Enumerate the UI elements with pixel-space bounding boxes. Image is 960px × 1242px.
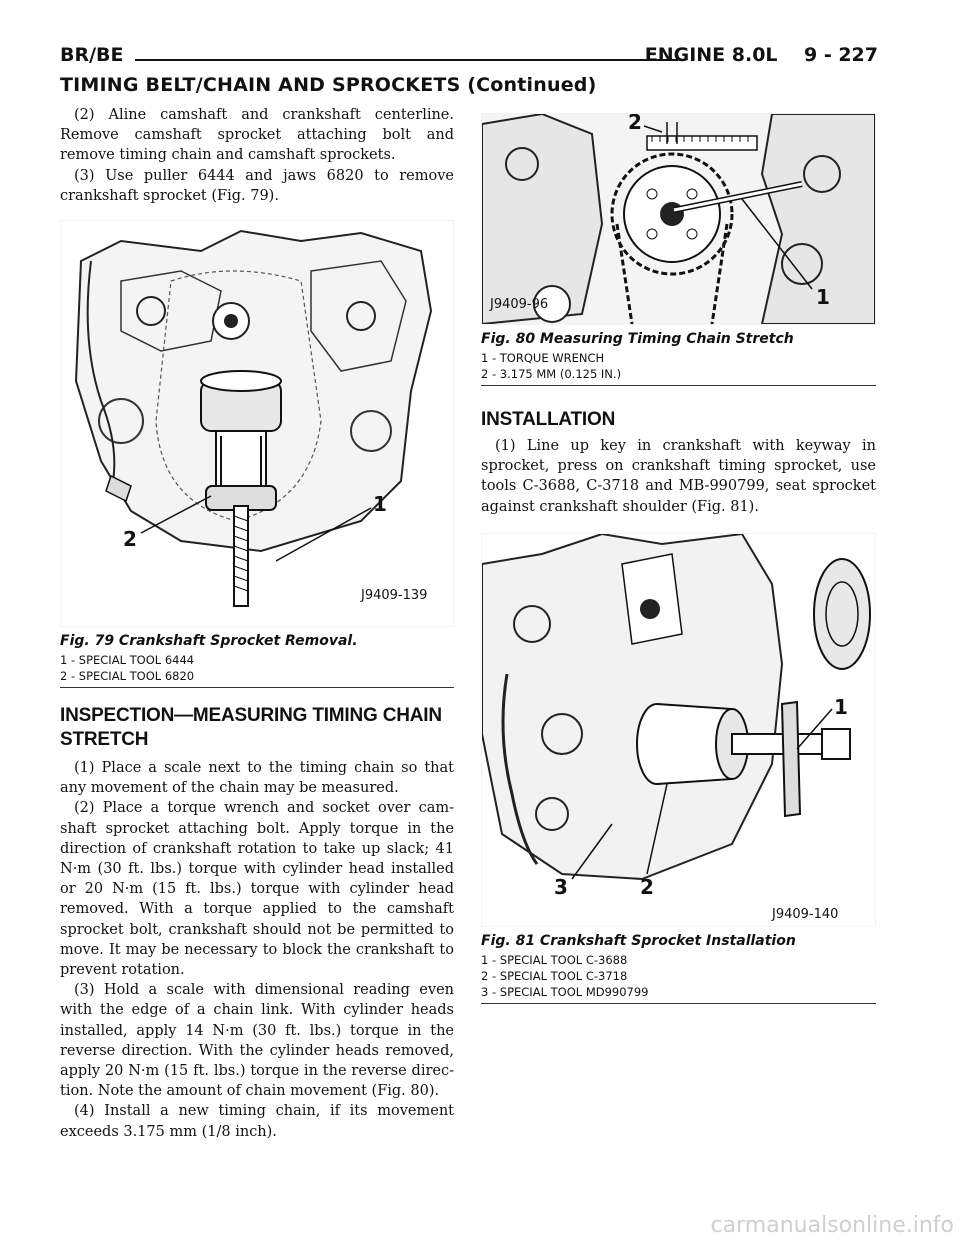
legend-item: 3 - SPECIAL TOOL MD990799: [481, 984, 649, 999]
left-column: [60, 105, 454, 1142]
paragraph: (1) Line up key in crankshaft with keyway in sprocket, press on crankshaft timing sprocket, use tools C-3688, C-3718 and MB-990799, seat sprocket against crankshaft shoulder (Fig. 81).: [481, 438, 876, 515]
figure-81-illustration: [481, 533, 876, 927]
legend-item: 1 - TORQUE WRENCH: [481, 351, 605, 365]
installation-heading: INSTALLATION: [481, 409, 616, 430]
paragraph: (1) Place a scale next to the timing chain so that any movement of the chain may be measured.: [60, 760, 454, 797]
figure-id: J9409-140: [772, 906, 839, 922]
paragraph: (3) Hold a scale with dimensional reading even with the edge of a chain link. With cylinder heads installed, apply 14 N·m (30 ft. lbs.) torque in the reverse direction. With the cylinder heads removed, apply 20 N·m (15 ft. lbs.) torque in the reverse direc- tion. Note the amount of chain movement (Fig. 80).: [60, 982, 454, 1100]
timing-chain-stretch-drawing: [482, 114, 875, 324]
figure-id: J9409-139: [361, 588, 428, 604]
figure-id: J9409-96: [490, 297, 549, 312]
callout-2: 2: [123, 527, 137, 552]
figure-80-legend: [481, 350, 876, 382]
page-header: [60, 44, 878, 72]
figure-80-caption: Fig. 80 Measuring Timing Chain Stretch: [481, 331, 794, 347]
legend-item: 2 - SPECIAL TOOL C-3718: [481, 968, 628, 983]
callout-2: 2: [640, 874, 654, 899]
legend-item: 1 - SPECIAL TOOL 6444: [60, 653, 195, 668]
continued-title: TIMING BELT/CHAIN AND SPROCKETS (Continued): [60, 74, 597, 96]
crankshaft-sprocket-installation-drawing: [482, 534, 875, 926]
figure-81-caption: Fig. 81 Crankshaft Sprocket Installation: [481, 932, 796, 949]
figure-80-illustration: [481, 113, 876, 325]
figure-79-legend: [60, 652, 454, 684]
figure-80-rule: [481, 385, 876, 386]
watermark: carmanualsonline.info: [710, 1213, 954, 1238]
crankshaft-sprocket-removal-drawing: [61, 221, 453, 626]
figure-81-legend: [481, 952, 876, 1000]
paragraph: (2) Place a torque wrench and socket over cam- shaft sprocket attaching bolt. Apply torque in the direction of crankshaft rotation to take up slack; 41 N·m (30 ft. lbs.) torque with cylinder head installed or 20 N·m (15 ft. lbs.) torque with cylinder head removed. With a torque applied to the camshaft sprocket bolt, crankshaft should not be permitted to move. It may be necessary to block the crankshaft to prevent rotation.: [60, 800, 454, 979]
legend-item: 1 - SPECIAL TOOL C-3688: [481, 952, 628, 967]
paragraph: (3) Use puller 6444 and jaws 6820 to remove crankshaft sprocket (Fig. 79).: [60, 167, 454, 204]
callout-1: 1: [834, 694, 848, 719]
figure-79-rule: [60, 687, 454, 688]
callout-1: 1: [816, 285, 830, 309]
legend-item: 2 - 3.175 MM (0.125 IN.): [481, 367, 622, 381]
header-model: BR/BE: [60, 44, 124, 66]
paragraph: (2) Aline camshaft and crankshaft centerline. Remove camshaft sprocket attaching bolt and remove timing chain and camshaft sprockets.: [60, 107, 454, 164]
right-column: [481, 105, 876, 1004]
header-rule: [135, 59, 678, 61]
callout-3: 3: [554, 874, 568, 899]
inspection-heading: INSPECTION—MEASURING TIMING CHAIN STRETCH: [60, 705, 442, 751]
header-section-page: ENGINE 8.0L 9 - 227: [644, 44, 878, 66]
legend-item: 2 - SPECIAL TOOL 6820: [60, 669, 195, 684]
figure-79-caption: Fig. 79 Crankshaft Sprocket Removal.: [60, 633, 358, 650]
paragraph: (4) Install a new timing chain, if its movement exceeds 3.175 mm (1/8 inch).: [60, 1103, 454, 1140]
figure-79-illustration: [60, 220, 454, 627]
callout-1: 1: [373, 492, 387, 517]
callout-2: 2: [628, 114, 642, 134]
figure-81-rule: [481, 1003, 876, 1004]
